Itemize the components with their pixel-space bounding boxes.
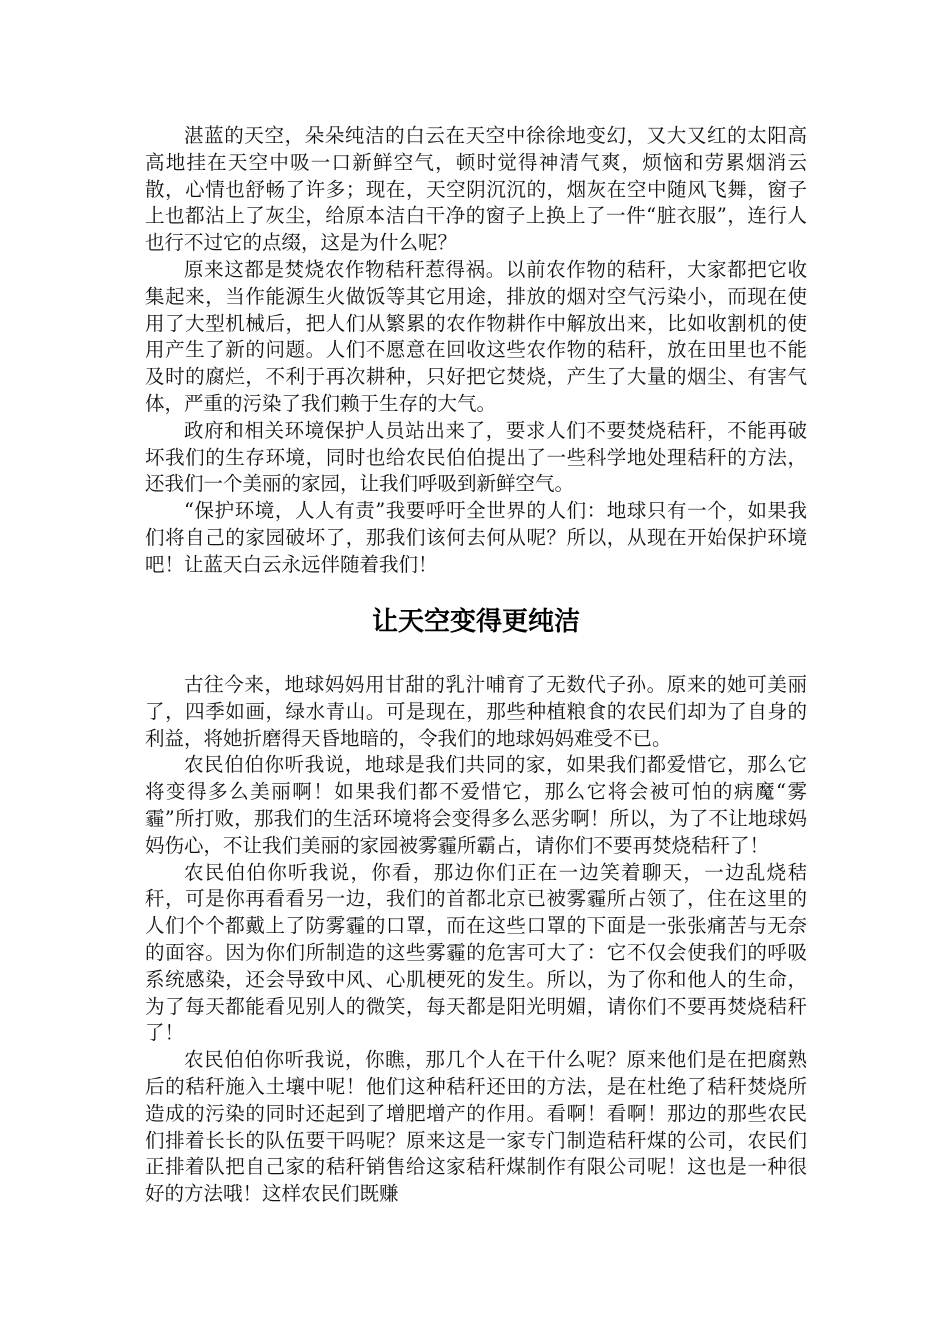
- essay-2-body: [145, 672, 807, 1208]
- essay-1-paragraph-1: 湛蓝的天空，朵朵纯洁的白云在天空中徐徐地变幻，又大又红的太阳高高地挂在天空中吸一口新鲜空气，顿时觉得神清气爽，烦恼和劳累烟消云散，心情也舒畅了许多；现在，天空阴沉沉的，烟灰在空中随风飞舞，窗子上也都沾上了灰尘，给原本洁白干净的窗子上换上了一件“脏衣服”，连行人也行不过它的点缀，这是为什么呢？: [145, 124, 807, 255]
- essay-2-paragraph-1: 古往今来，地球妈妈用甘甜的乳汁哺育了无数代子孙。原来的她可美丽了，四季如画，绿水青山。可是现在，那些种植粮食的农民们却为了自身的利益，将她折磨得天昏地暗的，令我们的地球妈妈难受不已。: [145, 673, 807, 750]
- essay-2-title: 让天空变得更纯洁: [371, 607, 580, 637]
- essay-2-paragraph-2: 农民伯伯你听我说，地球是我们共同的家，如果我们都爱惜它，那么它将变得多么美丽啊！如果我们都不爱惜它，那么它将会被可怕的病魔“雾霾”所打败，那我们的生活环境将会变得多么恶劣啊！所以，为了不让地球妈妈伤心，不让我们美丽的家园被雾霾所霸占，请你们不要再焚烧秸秆了！: [145, 753, 807, 857]
- essay-2-paragraph-4: 农民伯伯你听我说，你瞧，那几个人在干什么呢？原来他们是在把腐熟后的秸秆施入土壤中呢！他们这种秸秆还田的方法，是在杜绝了秸秆焚烧所造成的污染的同时还起到了增肥增产的作用。看啊！看啊！那边的那些农民们排着长长的队伍要干吗呢？原来这是一家专门制造秸秆煤的公司，农民们正排着队把自己家的秸秆销售给这家秸秆煤制作有限公司呢！这也是一种很好的方法哦！这样农民们既赚: [145, 1048, 807, 1206]
- essay-1-paragraph-4: “保护环境，人人有责”我要呼吁全世界的人们：地球只有一个，如果我们将自己的家园破坏了，那我们该何去何从呢？所以，从现在开始保护环境吧！让蓝天白云永远伴随着我们！: [145, 499, 807, 576]
- essay-2-paragraph-3: 农民伯伯你听我说，你看，那边你们正在一边笑着聊天，一边乱烧秸秆，可是你再看看另一边，我们的首都北京已被雾霾所占领了，住在这里的人们个个都戴上了防雾霾的口罩，而在这些口罩的下面是一张张痛苦与无奈的面容。因为你们所制造的这些雾霾的危害可大了：它不仅会使我们的呼吸系统感染，还会导致中风、心肌梗死的发生。所以，为了你和他人的生命，为了每天都能看见别人的微笑，每天都是阳光明媚，请你们不要再焚烧秸秆了！: [145, 860, 807, 1045]
- essay-1-body: [145, 123, 807, 579]
- essay-1-paragraph-2: 原来这都是焚烧农作物秸秆惹得祸。以前农作物的秸秆，大家都把它收集起来，当作能源生火做饭等其它用途，排放的烟对空气污染小，而现在使用了大型机械后，把人们从繁累的农作物耕作中解放出来，比如收割机的使用产生了新的问题。人们不愿意在回收这些农作物的秸秆，放在田里也不能及时的腐烂，不利于再次耕种，只好把它焚烧，产生了大量的烟尘、有害气体，严重的污染了我们赖于生存的大气。: [145, 257, 807, 415]
- essay-1-paragraph-3: 政府和相关环境保护人员站出来了，要求人们不要焚烧秸秆，不能再破坏我们的生存环境，同时也给农民伯伯提出了一些科学地处理秸秆的方法，还我们一个美丽的家园，让我们呼吸到新鲜空气。: [145, 418, 807, 496]
